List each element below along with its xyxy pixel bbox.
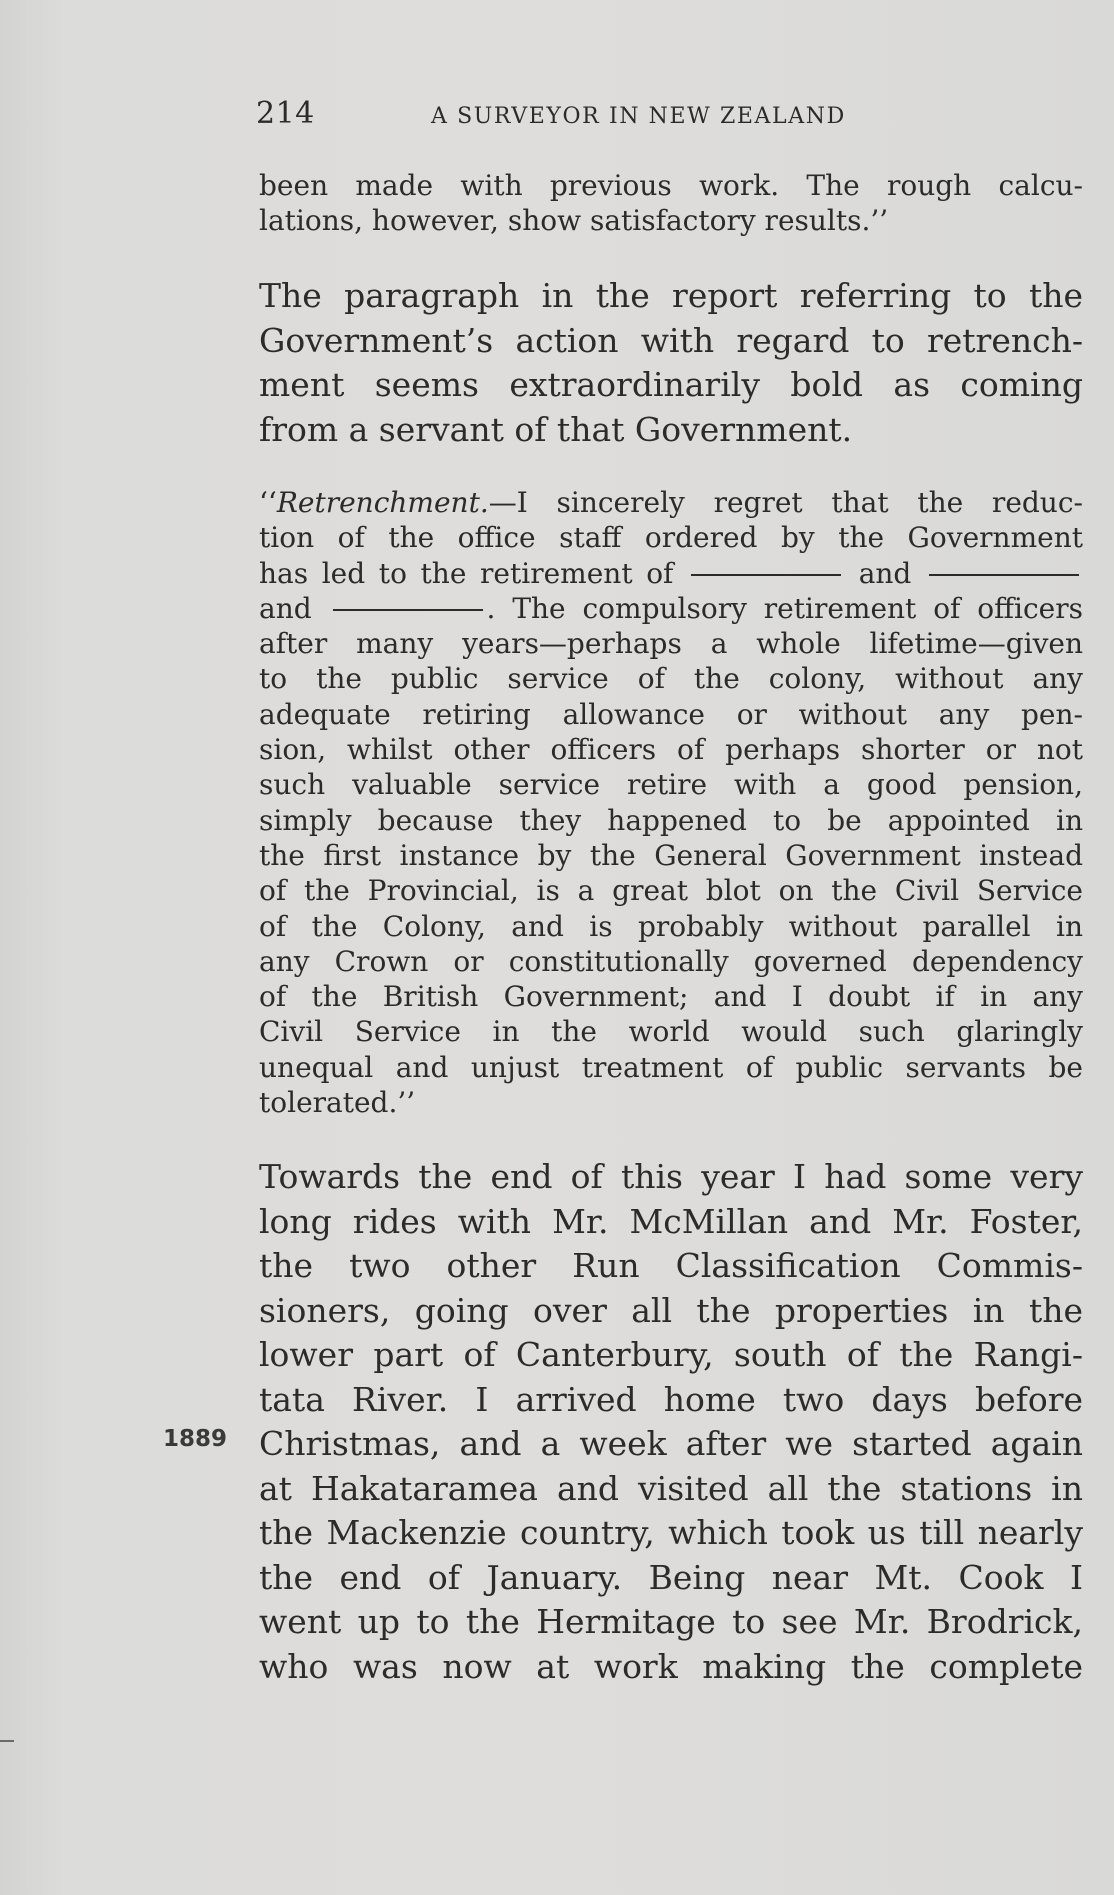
text-line: sioners, going over all the properties in the (259, 1290, 1083, 1330)
text-line: unequal and unjust treatment of public servants be (259, 1050, 1083, 1084)
text-line (259, 591, 1083, 626)
page-edge-mark (0, 1740, 14, 1742)
page-header (256, 96, 1086, 140)
quote-fragment: . The compulsory retirement of officers (486, 591, 1083, 625)
text-line: been made with previous work. The rough calcu- (259, 169, 1083, 202)
text-line: of the British Government; and I doubt if in any (259, 980, 1083, 1014)
text-line: Christmas, and a week after we started again (259, 1424, 1083, 1463)
text-line (259, 556, 1083, 591)
text-line: Towards the end of this year I had some very (259, 1157, 1083, 1196)
redacted-name-blank (691, 574, 841, 576)
text-line: adequate retiring allowance or without any pen- (259, 697, 1083, 731)
text-line: ment seems extraordinarily bold as coming (259, 365, 1083, 404)
text-line: simply because they happened to be appointed in (259, 803, 1083, 837)
quote-fragment: and (259, 591, 312, 625)
text-line: who was now at work making the complete (259, 1646, 1083, 1686)
margin-year-note: 1889 (163, 1426, 228, 1452)
redacted-name-blank (929, 574, 1079, 576)
page-number: 214 (256, 96, 315, 131)
text-line: from a servant of that Government. (259, 409, 853, 449)
text-line: any Crown or constitutionally governed dependency (259, 944, 1083, 978)
text-line: of the Provincial, is a great blot on the Civil Service (259, 874, 1083, 908)
text-line: the two other Run Classification Commis- (259, 1246, 1083, 1285)
retrenchment-quote (259, 485, 1083, 1120)
quote-fragment: has led to the retirement of (259, 556, 674, 590)
open-quote-marks: ‘‘ (259, 486, 277, 519)
text-line: to the public service of the colony, without any (259, 662, 1083, 696)
text-line: tolerated.’’ (259, 1086, 416, 1120)
text-line: the Mackenzie country, which took us till nearly (259, 1513, 1083, 1552)
text-line: at Hakataramea and visited all the stations in (259, 1468, 1083, 1508)
text-line (259, 485, 1083, 520)
quote-title: Retrenchment. (276, 486, 489, 519)
text-line: Civil Service in the world would such glaringly (259, 1015, 1083, 1049)
text-line: tata River. I arrived home two days before (259, 1379, 1083, 1419)
redacted-name-blank (333, 609, 483, 611)
text-line: such valuable service retire with a good pension, (259, 768, 1083, 802)
text-line: went up to the Hermitage to see Mr. Brodrick, (259, 1602, 1083, 1641)
continued-quote (259, 168, 1083, 239)
running-head: A SURVEYOR IN NEW ZEALAND (431, 104, 846, 129)
text-line: Government’s action with regard to retrench- (259, 320, 1083, 360)
text-line: of the Colony, and is probably without parallel in (259, 909, 1083, 943)
text-line: The paragraph in the report referring to the (259, 276, 1083, 315)
narrative-paragraph (259, 1155, 1083, 1689)
text-line: after many years—perhaps a whole lifetime—given (259, 627, 1083, 661)
text-line: tion of the office staff ordered by the Government (259, 521, 1083, 555)
intro-paragraph (259, 274, 1083, 452)
text-line: sion, whilst other officers of perhaps shorter or not (259, 733, 1083, 767)
text-line: the end of January. Being near Mt. Cook I (259, 1557, 1083, 1597)
text-line: the first instance by the General Government instead (259, 838, 1083, 872)
text-line: lower part of Canterbury, south of the Rangi- (259, 1335, 1083, 1374)
quote-line-rest: —I sincerely regret that the reduc- (488, 486, 1083, 519)
text-line: long rides with Mr. McMillan and Mr. Foster, (259, 1201, 1083, 1241)
quote-fragment: and (858, 556, 912, 590)
text-line: lations, however, show satisfactory results.’’ (259, 204, 889, 238)
